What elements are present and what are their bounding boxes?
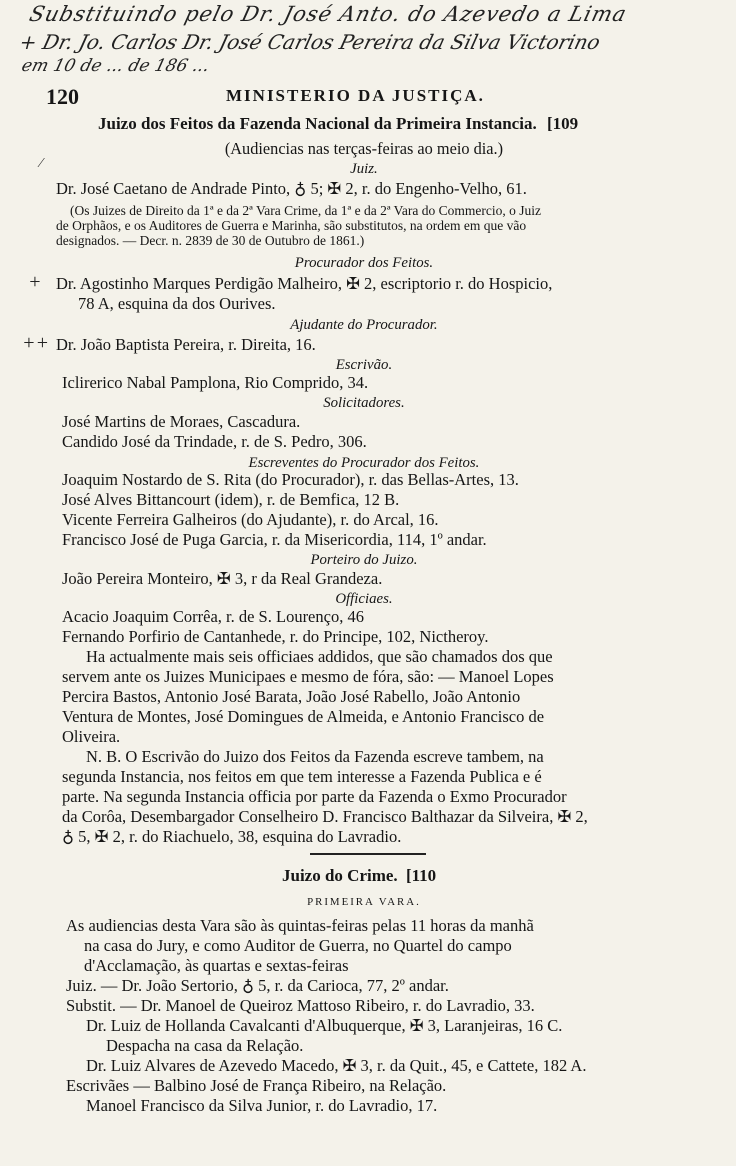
procurador-heading: Procurador dos Feitos. bbox=[294, 255, 434, 271]
nota-bene-line-3: parte. Na segunda Instancia officia por parte da Fazenda o Exmo Procurador bbox=[62, 787, 567, 806]
juiz-heading: Juiz. bbox=[350, 161, 378, 177]
substituto-entry: Dr. Luiz Alvares de Azevedo Macedo, ✠ 3, r. da Quit., 45, e Cattete, 182 A. bbox=[86, 1056, 587, 1075]
substituto-entry: Dr. Luiz de Hollanda Cavalcanti d'Albuquerque, ✠ 3, Laranjeiras, 16 C. bbox=[86, 1016, 563, 1035]
margin-tick-mark: ⁄ bbox=[40, 156, 43, 171]
escrivaes-entry: Escrivães — Balbino José de França Ribeiro, na Relação. bbox=[66, 1076, 447, 1095]
addidos-paragraph-line-1: Ha actualmente mais seis officiaes addidos, que são chamados dos que bbox=[86, 647, 553, 666]
handwritten-note-line-3: em 10 de ... de 186 ... bbox=[19, 56, 212, 76]
escrivao-heading: Escrivão. bbox=[335, 357, 393, 373]
audiencias-line-3: d'Acclamação, às quartas e sextas-feiras bbox=[84, 956, 349, 975]
nota-bene-line-4: da Corôa, Desembargador Conselheiro D. Francisco Balthazar da Silveira, ✠ 2, bbox=[62, 807, 588, 826]
solicitador-entry: José Martins de Moraes, Cascadura. bbox=[62, 412, 301, 431]
nota-bene-line-1: N. B. O Escrivão do Juizo dos Feitos da Fazenda escreve tambem, na bbox=[86, 747, 544, 766]
juiz-crime-entry: Juiz. — Dr. João Sertorio, ♁ 5, r. da Carioca, 77, 2º andar. bbox=[66, 976, 449, 995]
page-number: 120 bbox=[46, 84, 79, 109]
procurador-entry-line-2: 78 A, esquina da dos Ourives. bbox=[78, 294, 276, 313]
margin-double-plus-mark: ++ bbox=[22, 332, 49, 354]
escrivaes-entry: Manoel Francisco da Silva Junior, r. do Lavradio, 17. bbox=[86, 1096, 438, 1115]
escreventes-heading: Escreventes do Procurador dos Feitos. bbox=[248, 455, 480, 471]
ajudante-entry: Dr. João Baptista Pereira, r. Direita, 16. bbox=[56, 335, 316, 354]
note-line-2: de Orphãos, e os Auditores de Guerra e Marinha, são substitutos, na ordem em que vão bbox=[56, 218, 527, 233]
nota-bene-line-5: ♁ 5, ✠ 2, r. do Riachuelo, 38, esquina do Lavradio. bbox=[62, 827, 402, 846]
section-109-hours: (Audiencias nas terças-feiras ao meio dia.) bbox=[224, 139, 504, 158]
escrevente-entry: Francisco José de Puga Garcia, r. da Misericordia, 114, 1º andar. bbox=[62, 530, 487, 549]
running-title: MINISTERIO DA JUSTIÇA. bbox=[226, 86, 485, 105]
porteiro-entry: João Pereira Monteiro, ✠ 3, r da Real Grandeza. bbox=[62, 569, 383, 588]
note-line-3: designados. — Decr. n. 2839 de 30 de Outubro de 1861.) bbox=[56, 233, 365, 248]
addidos-paragraph-line-5: Oliveira. bbox=[62, 727, 121, 746]
juiz-entry: Dr. José Caetano de Andrade Pinto, ♁ 5; ✠ 2, r. do Engenho-Velho, 61. bbox=[56, 179, 527, 198]
section-number: [109 bbox=[546, 114, 579, 133]
procurador-entry-line-1: Dr. Agostinho Marques Perdigão Malheiro, ✠ 2, escriptorio r. do Hospicio, bbox=[56, 274, 553, 293]
nota-bene-line-2: segunda Instancia, nos feitos em que tem interesse a Fazenda Publica e é bbox=[62, 767, 542, 786]
escrevente-entry: José Alves Bittancourt (idem), r. de Bemfica, 12 B. bbox=[62, 490, 400, 509]
addidos-paragraph-line-2: servem ante os Juizes Municipaes e mesmo de fóra, são: — Manoel Lopes bbox=[62, 667, 554, 686]
handwritten-note-line-2: + Dr. Jo. Carlos Dr. José Carlos Pereira da Silva Victorino bbox=[17, 30, 603, 54]
addidos-paragraph-line-3: Percira Bastos, Antonio José Barata, João José Rabello, João Antonio bbox=[62, 687, 521, 706]
solicitador-entry: Candido José da Trindade, r. de S. Pedro, 306. bbox=[62, 432, 367, 451]
section-110-title bbox=[282, 866, 436, 886]
audiencias-line-1: As audiencias desta Vara são às quintas-feiras pelas 11 horas da manhã bbox=[66, 916, 534, 935]
substituto-note: Despacha na casa da Relação. bbox=[106, 1036, 304, 1055]
section-number: [110 bbox=[405, 866, 437, 885]
officiaes-heading: Officiaes. bbox=[335, 591, 393, 607]
section-title-text: Juizo do Crime. bbox=[282, 866, 398, 885]
section-title-text: Juizo dos Feitos da Fazenda Nacional da Primeira Instancia. bbox=[98, 114, 537, 133]
official-entry: Fernando Porfirio de Cantanhede, r. do Principe, 102, Nictheroy. bbox=[62, 627, 489, 646]
section-110-subtitle: PRIMEIRA VARA. bbox=[307, 896, 421, 908]
section-109-title bbox=[98, 114, 578, 134]
porteiro-heading: Porteiro do Juizo. bbox=[310, 552, 418, 568]
solicitadores-heading: Solicitadores. bbox=[323, 395, 405, 411]
official-entry: Acacio Joaquim Corrêa, r. de S. Lourenço, 46 bbox=[62, 607, 364, 626]
escrivao-entry: Iclirerico Nabal Pamplona, Rio Comprido, 34. bbox=[62, 373, 369, 392]
page-header bbox=[46, 84, 666, 108]
note-line-1: (Os Juizes de Direito da 1ª e da 2ª Vara Crime, da 1ª e da 2ª Vara do Commercio, o Juiz bbox=[70, 203, 542, 218]
escrevente-entry: Vicente Ferreira Galheiros (do Ajudante), r. do Arcal, 16. bbox=[62, 510, 439, 529]
audiencias-line-2: na casa do Jury, e como Auditor de Guerra, no Quartel do campo bbox=[84, 936, 512, 955]
substituto-entry: Substit. — Dr. Manoel de Queiroz Mattoso Ribeiro, r. do Lavradio, 33. bbox=[66, 996, 535, 1015]
section-divider bbox=[310, 853, 426, 855]
ajudante-heading: Ajudante do Procurador. bbox=[290, 317, 438, 333]
margin-plus-mark: + bbox=[28, 271, 42, 293]
handwritten-note-line-1: Substituindo pelo Dr. José Anto. do Azevedo a Lima bbox=[27, 2, 630, 26]
escrevente-entry: Joaquim Nostardo de S. Rita (do Procurador), r. das Bellas-Artes, 13. bbox=[62, 470, 519, 489]
addidos-paragraph-line-4: Ventura de Montes, José Domingues de Almeida, e Antonio Francisco de bbox=[62, 707, 545, 726]
